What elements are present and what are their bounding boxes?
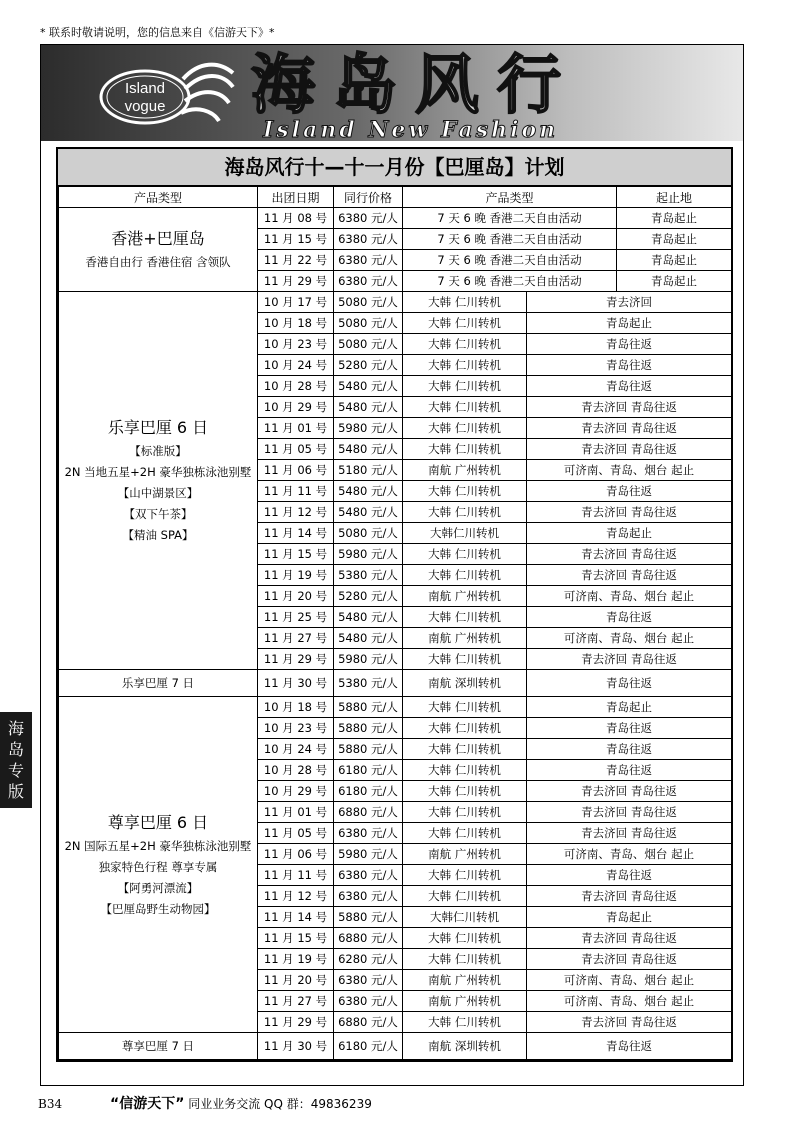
banner-subtitle: Island New Fashion [263, 117, 559, 141]
logo-text-vogue: vogue [124, 98, 166, 115]
table-body [59, 208, 732, 1060]
itinerary-cell: 7 天 6 晚 香港二天自由活动 [403, 208, 617, 229]
table-row [59, 697, 732, 718]
product-feature: 【巴厘岛野生动物园】 [100, 901, 216, 916]
depart-date-cell: 10 月 18 号 [258, 313, 334, 334]
airline-cell: 大韩 仁川转机 [403, 376, 527, 397]
side-tab-char: 专 [7, 761, 24, 780]
price-cell: 6880 元/人 [334, 802, 403, 823]
price-cell: 5880 元/人 [334, 697, 403, 718]
depart-date-cell: 11 月 06 号 [258, 844, 334, 865]
airline-cell: 大韩 仁川转机 [403, 607, 527, 628]
logo-text-island: Island [124, 80, 166, 97]
sheet-title: 海岛风行十—十一月份【巴厘岛】计划 [58, 149, 731, 186]
price-cell: 5480 元/人 [334, 607, 403, 628]
airline-cell: 大韩 仁川转机 [403, 481, 527, 502]
route-cell: 青去济回 青岛往返 [527, 502, 732, 523]
price-cell: 5380 元/人 [334, 670, 403, 697]
airline-cell: 大韩 仁川转机 [403, 802, 527, 823]
depart-date-cell: 11 月 15 号 [258, 229, 334, 250]
table-row [59, 1033, 732, 1060]
product-type-cell [59, 208, 258, 292]
notice-text: * 联系时敬请说明，您的信息来自《信游天下》* [40, 26, 275, 39]
product-feature: 【双下午茶】 [123, 507, 193, 521]
island-vogue-logo [87, 55, 237, 135]
route-cell: 青去济回 青岛往返 [527, 802, 732, 823]
depart-date-cell: 11 月 11 号 [258, 865, 334, 886]
route-cell: 青去济回 青岛往返 [527, 565, 732, 586]
price-cell: 5980 元/人 [334, 418, 403, 439]
banner [41, 45, 743, 141]
airline-cell: 大韩 仁川转机 [403, 718, 527, 739]
banner-title: 海岛风行 [251, 48, 579, 123]
airline-cell: 大韩 仁川转机 [403, 649, 527, 670]
route-cell: 可济南、青岛、烟台 起止 [527, 628, 732, 649]
price-cell: 5480 元/人 [334, 502, 403, 523]
price-cell: 5980 元/人 [334, 844, 403, 865]
route-cell: 青岛起止 [527, 907, 732, 928]
price-cell: 5080 元/人 [334, 334, 403, 355]
product-feature: 【山中湖景区】 [117, 486, 199, 500]
product-type-cell [59, 697, 258, 1033]
depart-date-cell: 11 月 15 号 [258, 928, 334, 949]
depart-date-cell: 10 月 23 号 [258, 334, 334, 355]
airline-cell: 大韩 仁川转机 [403, 739, 527, 760]
price-cell: 6380 元/人 [334, 208, 403, 229]
airline-cell: 大韩 仁川转机 [403, 865, 527, 886]
price-cell: 6380 元/人 [334, 229, 403, 250]
route-cell: 青岛往返 [527, 670, 732, 697]
side-tab-char: 岛 [7, 740, 24, 759]
airline-cell: 大韩 仁川转机 [403, 502, 527, 523]
product-feature: 【精油 SPA】 [122, 528, 194, 542]
price-cell: 5280 元/人 [334, 355, 403, 376]
depart-date-cell: 11 月 30 号 [258, 1033, 334, 1060]
route-cell: 青岛往返 [527, 481, 732, 502]
route-cell: 青去济回 青岛往返 [527, 397, 732, 418]
depart-date-cell: 11 月 08 号 [258, 208, 334, 229]
airline-cell: 南航 深圳转机 [403, 670, 527, 697]
route-cell: 青去济回 青岛往返 [527, 439, 732, 460]
airline-cell: 大韩 仁川转机 [403, 565, 527, 586]
price-cell: 5480 元/人 [334, 376, 403, 397]
route-cell: 青去济回 青岛往返 [527, 949, 732, 970]
depart-date-cell: 11 月 05 号 [258, 439, 334, 460]
price-cell: 6380 元/人 [334, 271, 403, 292]
price-cell: 6280 元/人 [334, 949, 403, 970]
price-cell: 6380 元/人 [334, 823, 403, 844]
product-name: 乐享巴厘 6 日 [107, 418, 209, 437]
route-cell: 青去济回 青岛往返 [527, 544, 732, 565]
route-cell: 青岛往返 [527, 334, 732, 355]
route-cell: 可济南、青岛、烟台 起止 [527, 586, 732, 607]
header-product-type-2: 产品类型 [403, 187, 617, 208]
product-feature: 【标准版】 [129, 444, 187, 458]
airline-cell: 大韩 仁川转机 [403, 334, 527, 355]
price-cell: 6380 元/人 [334, 250, 403, 271]
depart-date-cell: 11 月 14 号 [258, 523, 334, 544]
airline-cell: 南航 广州转机 [403, 628, 527, 649]
side-tab [0, 712, 32, 808]
airline-cell: 大韩 仁川转机 [403, 697, 527, 718]
route-cell: 可济南、青岛、烟台 起止 [527, 991, 732, 1012]
side-tab-char: 版 [7, 782, 24, 801]
product-type-cell: 乐享巴厘 7 日 [59, 670, 258, 697]
route-cell: 青岛往返 [527, 355, 732, 376]
depart-date-cell: 10 月 28 号 [258, 760, 334, 781]
table-row [59, 292, 732, 313]
airline-cell: 大韩 仁川转机 [403, 1012, 527, 1033]
route-cell: 青去济回 青岛往返 [527, 418, 732, 439]
depart-date-cell: 11 月 19 号 [258, 565, 334, 586]
airline-cell: 大韩 仁川转机 [403, 397, 527, 418]
price-cell: 5880 元/人 [334, 907, 403, 928]
route-cell: 青岛起止 [617, 229, 732, 250]
product-feature: 独家特色行程 尊享专属 [98, 859, 218, 874]
price-cell: 5080 元/人 [334, 313, 403, 334]
airline-cell: 大韩 仁川转机 [403, 292, 527, 313]
header-route: 起止地 [617, 187, 732, 208]
depart-date-cell: 11 月 11 号 [258, 481, 334, 502]
route-cell: 青岛往返 [527, 718, 732, 739]
route-cell: 青去济回 青岛往返 [527, 781, 732, 802]
route-cell: 青岛起止 [617, 271, 732, 292]
depart-date-cell: 11 月 12 号 [258, 886, 334, 907]
route-cell: 青岛起止 [527, 313, 732, 334]
airline-cell: 大韩仁川转机 [403, 907, 527, 928]
route-cell: 青去济回 青岛往返 [527, 649, 732, 670]
product-name: 香港+巴厘岛 [111, 229, 205, 248]
price-cell: 5180 元/人 [334, 460, 403, 481]
depart-date-cell: 11 月 01 号 [258, 802, 334, 823]
price-cell: 5080 元/人 [334, 523, 403, 544]
airline-cell: 大韩 仁川转机 [403, 886, 527, 907]
price-cell: 6380 元/人 [334, 970, 403, 991]
route-cell: 可济南、青岛、烟台 起止 [527, 460, 732, 481]
depart-date-cell: 11 月 22 号 [258, 250, 334, 271]
product-feature: 2N 当地五星+2H 豪华独栋泳池别墅 [64, 465, 252, 479]
page-number: B34 [38, 1097, 63, 1111]
itinerary-cell: 7 天 6 晚 香港二天自由活动 [403, 229, 617, 250]
route-cell: 青岛往返 [527, 376, 732, 397]
route-cell: 青岛往返 [527, 1033, 732, 1060]
airline-cell: 大韩 仁川转机 [403, 439, 527, 460]
depart-date-cell: 11 月 29 号 [258, 271, 334, 292]
depart-date-cell: 11 月 05 号 [258, 823, 334, 844]
route-cell: 青去济回 青岛往返 [527, 928, 732, 949]
header-product-type: 产品类型 [59, 187, 258, 208]
airline-cell: 南航 广州转机 [403, 460, 527, 481]
product-name: 尊享巴厘 6 日 [107, 812, 209, 832]
table-header-row [59, 187, 732, 208]
table-row [59, 208, 732, 229]
depart-date-cell: 11 月 30 号 [258, 670, 334, 697]
depart-date-cell: 11 月 15 号 [258, 544, 334, 565]
product-type-cell: 尊享巴厘 7 日 [59, 1033, 258, 1060]
airline-cell: 大韩仁川转机 [403, 523, 527, 544]
airline-cell: 大韩 仁川转机 [403, 418, 527, 439]
depart-date-cell: 11 月 19 号 [258, 949, 334, 970]
airline-cell: 南航 广州转机 [403, 991, 527, 1012]
airline-cell: 大韩 仁川转机 [403, 313, 527, 334]
depart-date-cell: 11 月 27 号 [258, 628, 334, 649]
price-cell: 5380 元/人 [334, 565, 403, 586]
footer-qq: 同业业务交流 QQ 群：49836239 [188, 1097, 372, 1111]
price-cell: 6380 元/人 [334, 886, 403, 907]
depart-date-cell: 11 月 01 号 [258, 418, 334, 439]
route-cell: 青去济回 [527, 292, 732, 313]
airline-cell: 南航 广州转机 [403, 970, 527, 991]
depart-date-cell: 11 月 29 号 [258, 1012, 334, 1033]
price-cell: 5980 元/人 [334, 544, 403, 565]
price-cell: 6380 元/人 [334, 865, 403, 886]
header-price: 同行价格 [334, 187, 403, 208]
airline-cell: 南航 广州转机 [403, 844, 527, 865]
route-cell: 青岛起止 [527, 523, 732, 544]
depart-date-cell: 10 月 29 号 [258, 781, 334, 802]
page-frame [40, 44, 744, 1086]
airline-cell: 南航 广州转机 [403, 586, 527, 607]
depart-date-cell: 11 月 29 号 [258, 649, 334, 670]
price-cell: 5480 元/人 [334, 481, 403, 502]
price-cell: 5880 元/人 [334, 739, 403, 760]
table-row [59, 670, 732, 697]
airline-cell: 大韩 仁川转机 [403, 355, 527, 376]
depart-date-cell: 10 月 23 号 [258, 718, 334, 739]
route-cell: 可济南、青岛、烟台 起止 [527, 844, 732, 865]
depart-date-cell: 11 月 20 号 [258, 970, 334, 991]
itinerary-cell: 7 天 6 晚 香港二天自由活动 [403, 271, 617, 292]
product-type-cell [59, 292, 258, 670]
price-cell: 6880 元/人 [334, 928, 403, 949]
route-cell: 青去济回 青岛往返 [527, 886, 732, 907]
schedule-table [58, 186, 732, 1060]
depart-date-cell: 11 月 06 号 [258, 460, 334, 481]
price-cell: 5280 元/人 [334, 586, 403, 607]
airline-cell: 大韩 仁川转机 [403, 544, 527, 565]
route-cell: 青岛往返 [527, 760, 732, 781]
route-cell: 青岛起止 [617, 250, 732, 271]
depart-date-cell: 10 月 17 号 [258, 292, 334, 313]
depart-date-cell: 11 月 14 号 [258, 907, 334, 928]
airline-cell: 大韩 仁川转机 [403, 928, 527, 949]
depart-date-cell: 10 月 28 号 [258, 376, 334, 397]
depart-date-cell: 10 月 29 号 [258, 397, 334, 418]
price-cell: 5080 元/人 [334, 292, 403, 313]
price-cell: 5480 元/人 [334, 397, 403, 418]
route-cell: 青岛往返 [527, 607, 732, 628]
footer-brand: “信游天下” [110, 1096, 185, 1112]
itinerary-cell: 7 天 6 晚 香港二天自由活动 [403, 250, 617, 271]
route-cell: 青岛往返 [527, 739, 732, 760]
depart-date-cell: 10 月 18 号 [258, 697, 334, 718]
depart-date-cell: 11 月 12 号 [258, 502, 334, 523]
airline-cell: 大韩 仁川转机 [403, 781, 527, 802]
price-cell: 5880 元/人 [334, 718, 403, 739]
depart-date-cell: 11 月 27 号 [258, 991, 334, 1012]
depart-date-cell: 10 月 24 号 [258, 739, 334, 760]
price-cell: 6380 元/人 [334, 991, 403, 1012]
price-cell: 5480 元/人 [334, 628, 403, 649]
route-cell: 青岛起止 [527, 697, 732, 718]
route-cell: 可济南、青岛、烟台 起止 [527, 970, 732, 991]
price-cell: 5480 元/人 [334, 439, 403, 460]
price-cell: 6180 元/人 [334, 1033, 403, 1060]
product-feature: 【阿勇河漂流】 [117, 880, 199, 895]
route-cell: 青去济回 青岛往返 [527, 1012, 732, 1033]
product-feature: 2N 国际五星+2H 豪华独栋泳池别墅 [64, 838, 252, 853]
price-cell: 6180 元/人 [334, 760, 403, 781]
header-depart-date: 出团日期 [258, 187, 334, 208]
schedule-sheet [56, 147, 733, 1062]
airline-cell: 大韩 仁川转机 [403, 949, 527, 970]
side-tab-char: 海 [7, 719, 24, 738]
route-cell: 青去济回 青岛往返 [527, 823, 732, 844]
price-cell: 6880 元/人 [334, 1012, 403, 1033]
footer-text [110, 1093, 372, 1113]
depart-date-cell: 10 月 24 号 [258, 355, 334, 376]
airline-cell: 大韩 仁川转机 [403, 760, 527, 781]
airline-cell: 南航 深圳转机 [403, 1033, 527, 1060]
depart-date-cell: 11 月 20 号 [258, 586, 334, 607]
airline-cell: 大韩 仁川转机 [403, 823, 527, 844]
product-feature: 香港自由行 香港住宿 含领队 [85, 255, 231, 269]
route-cell: 青岛起止 [617, 208, 732, 229]
route-cell: 青岛往返 [527, 865, 732, 886]
price-cell: 6180 元/人 [334, 781, 403, 802]
price-cell: 5980 元/人 [334, 649, 403, 670]
depart-date-cell: 11 月 25 号 [258, 607, 334, 628]
